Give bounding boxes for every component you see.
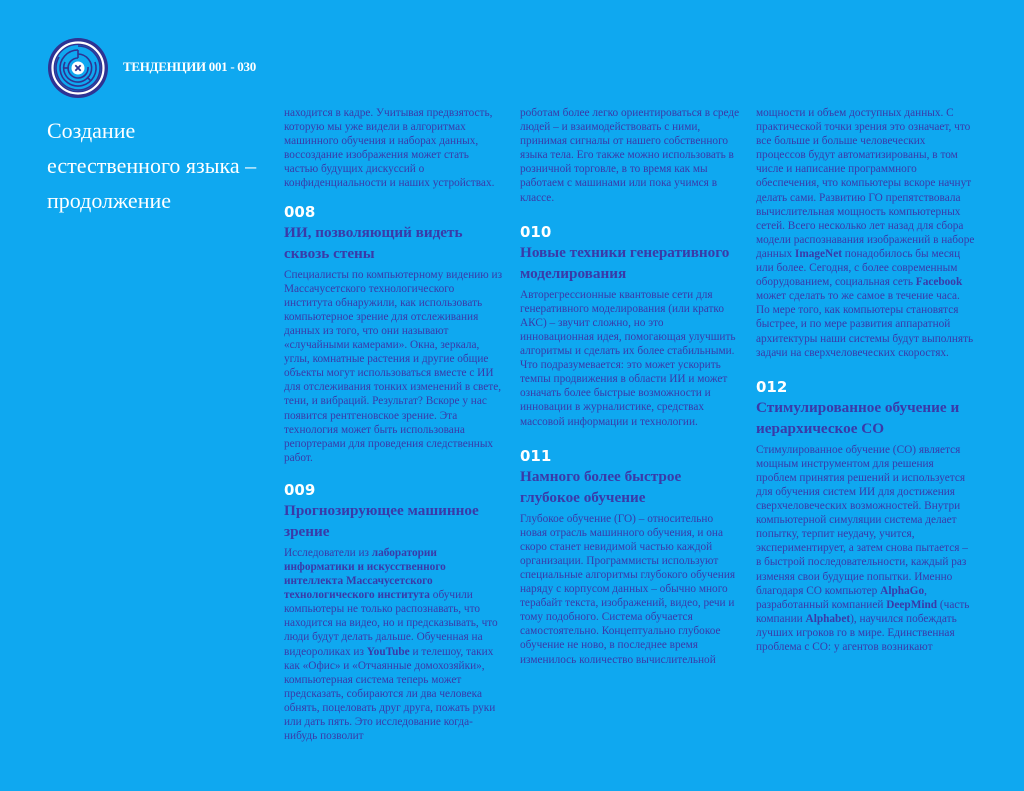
bold-facebook: Facebook (915, 276, 963, 289)
header-title: ТЕНДЕНЦИИ 001 - 030 (123, 59, 256, 74)
maze-circle-icon (47, 37, 109, 99)
trend-text (756, 443, 976, 654)
text-run: обучили компьютеры не только распознавать, что находится на видео, но и предсказывать, что люди будут делать дальше. Обученная на видеороликах из (284, 589, 498, 658)
col1-intro: находится в кадре. Учитывая предвзятость, которую мы уже видели в алгоритмах машинного обучения и наборах данных, воссоздание изображения может стать частью будущих дискуссий о конфиденциальности и наших устройствах. (284, 107, 495, 190)
trend-number: 011 (520, 446, 552, 465)
bold-mit-lab: лаборатории информатики и искусственного интеллекта Массачусетского технологического института (284, 546, 446, 602)
trend-012 (756, 378, 976, 654)
trend-title: Прогнозирующее машинное зрение (284, 501, 479, 541)
trend-010 (520, 223, 740, 429)
trend-text: Специалисты по компьютерному видению из Массачусетского технологического института обнаружили, как использовать компьютерное зрение для отслеживания данных из того, что они называют «случайными камерами». Окна, зеркала, углы, комнатные растения и другие общие объекты могут использоваться вместе с ИИ для отслеживания тонких изменений в свете, тени, и вибраций. Результат? Вскоре у нас появится рентгеновское зрение. Эта технология может быть использована репортерами для проведения следственных работ. (284, 268, 503, 464)
trend-text: Глубокое обучение (ГО) – относительно новая отрасль машинного обучения, и она скоро станет невидимой частью каждой организации. Программисты используют специальные алгоритмы глубокого обучения наряду с корпусом данных – обычно много терабайт текста, изображений, видео, речи и тому подобного. Система обучается самостоятельно. Концептуально глубокое обучение не ново, в последнее время изменилось количество вычислительной (520, 512, 736, 666)
column-1 (284, 106, 504, 743)
col3-intro (756, 106, 976, 360)
col2-intro: роботам более легко ориентироваться в среде людей – и взаимодействовать с ними, принимая сигналы от нашего собственного языка тела. Его также можно использовать в розничной торговле, в то время как мы работаем с машинами или пока учимся в классе. (520, 107, 740, 204)
trend-title: Новые техники генеративного моделирования (520, 243, 730, 283)
text-run: Исследователи из (284, 546, 372, 559)
bold-alphago: AlphaGo (880, 584, 925, 597)
bold-deepmind: DeepMind (886, 598, 938, 611)
trend-title: Намного более быстрое глубокое обучение (520, 467, 682, 507)
trend-number: 008 (284, 202, 316, 221)
text-run: понадобилось бы месяц или более. Сегодня, с более современным оборудованием, социальная сеть (756, 247, 961, 289)
trend-011 (520, 447, 740, 667)
bold-youtube: YouTube (366, 645, 410, 658)
trend-title: Стимулированное обучение и иерархическое СО (756, 398, 960, 438)
trend-text (284, 546, 504, 743)
text-run: мощности и объем доступных данных. С практической точки зрения это означает, что все больше и больше человеческих процессов будут автоматизированы, в том числе и написание программного обеспечения, что компьютеры вскоре начнут делать сами. Развитию ГО препятствовала вычислительная мощность компьютерных сетей. Всего несколько лет назад для сбора модели распознавания изображений в наборе данных (756, 107, 975, 260)
text-run: ), научился побеждать лучших игроков го в мире. Единственная проблема с СО: у агентов возникают (756, 612, 957, 653)
trend-number: 012 (756, 377, 788, 396)
text-run: , разработанный компанией (756, 584, 927, 611)
text-run: и телешоу, таких как «Офис» и «Отчаянные домохозяйки», компьютерная система теперь может предсказать, собираются ли два человека обнять, поцеловать друг друга, пожать руки или дать пять. Это исследование когда-нибудь позволит (284, 645, 496, 743)
trend-008 (284, 203, 504, 465)
bold-alphabet: Alphabet (805, 612, 851, 625)
trend-number: 009 (284, 480, 316, 499)
text-run: может сделать то же самое в течение часа. По мере того, как компьютеры становятся быстрее, и по мере развития аппаратной архитектуры наши системы будут выполнять задачи на сверхчеловеческих скоростях. (756, 290, 974, 359)
trend-number: 010 (520, 222, 552, 241)
trend-009 (284, 481, 504, 743)
column-2 (520, 106, 740, 667)
bold-imagenet: ImageNet (794, 247, 842, 260)
section-title: Создание естественного языка – продолжение (47, 118, 257, 213)
text-run: (часть компании (756, 598, 970, 625)
trend-title: ИИ, позволяющий видеть сквозь стены (284, 223, 463, 263)
text-run: Стимулированное обучение (СО) является мощным инструментом для решения проблем принятия решений и используется для обучения систем ИИ для достижения сверхчеловеческих возможностей. Внутри компьютерной симуляции система делает попытку, терпит неудачу, учится, экспериментирует, а затем снова пытается – в быстрой последовательности, каждый раз изменяя свои будущие попытки. Именно благодаря СО компьютер (756, 443, 968, 597)
column-3 (756, 106, 976, 654)
trend-text: Авторегрессионные квантовые сети для генеративного моделирования (или кратко АКС) – звучит сложно, но это инновационная идея, помогающая улучшить алгоритмы и сделать их более стабильными. Что подразумевается: это может ускорить темпы продвижения в области ИИ и может означать более быстрые возможности и инновации в журналистике, средствах массовой информации и технологии. (520, 288, 736, 428)
